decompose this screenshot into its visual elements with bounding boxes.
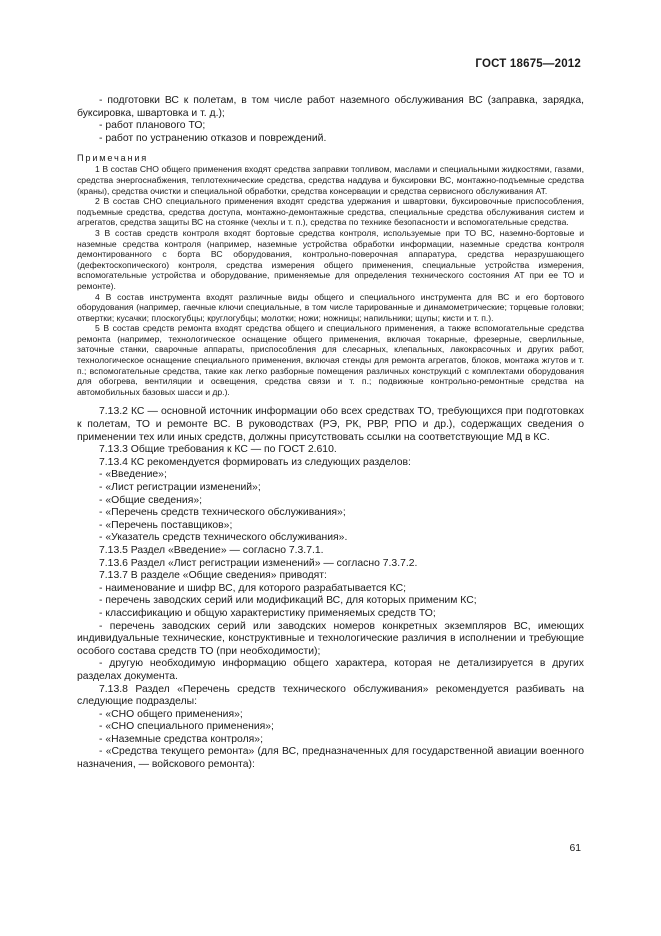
body-paragraph: - перечень заводских серий или модификаций ВС, для которых применим КС; — [99, 595, 477, 607]
notes-list — [77, 164, 584, 397]
note-item: 2 В состав СНО специального применения входят средства удержания и швартовки, буксировочные приспособления, подъемные средства, средства доступа, монтажно-демонтажные средства, специальные средства обслуживания систем и агрегатов, средства защиты ВС на стоянке (чехлы и т. п.), средства по технике безопасности и вспомогательные средства. — [77, 196, 584, 228]
intro-list — [77, 95, 584, 145]
body-paragraph: - другую необходимую информацию общего характера, которая не детализируется в других разделах документа. — [77, 658, 584, 682]
body-paragraphs — [77, 406, 584, 771]
body-paragraph: 7.13.3 Общие требования к КС — по ГОСТ 2.610. — [99, 444, 337, 456]
body-paragraph: - «Общие сведения»; — [99, 494, 203, 506]
body-paragraph: - «Указатель средств технического обслуживания». — [99, 532, 348, 544]
intro-list-item: - работ по устранению отказов и повреждений. — [99, 132, 327, 144]
body-paragraph: - «Введение»; — [99, 469, 167, 481]
body-paragraph: 7.13.7 В разделе «Общие сведения» приводят: — [99, 570, 327, 582]
body-paragraph: - «Наземные средства контроля»; — [99, 733, 263, 745]
note-item: 1 В состав СНО общего применения входят средства заправки топливом, маслами и специальными жидкостями, газами, средства энергоснабжения, теплотехнические средства, средства наддува и буксировки ВС, монтажно-подъемные средства (краны), средства очистки и специальной обработки, средства консервации и средства сервисного обслуживания АТ. — [77, 164, 584, 196]
note-item: 3 В состав средств контроля входят бортовые средства контроля, используемые при ТО ВС, наземно-бортовые и наземные средства контроля (например, наземные устройства обработки информации, наземные средства контроля демонтированного с борта ВС оборудования, контрольно-поверочная аппаратура, средства неразрушающего (дефектоскопического) контроля, средства измерения общего применения, специальные устройства измерения, вспомогательные устройства и оборудование, применяемые для определения технического состояния АТ при ее ТО и ремонте). — [77, 227, 584, 291]
note-item: 4 В состав инструмента входят различные виды общего и специального инструмента для ВС и его бортового оборудования (например, гаечные ключи специальные, в том числе тарированные и динамометрические; торцевые головки; отвертки; кусачки; плоскогубцы; круглогубцы; молотки; ножи; ножницы; напильники; щупы; кисти и т. п.). — [77, 291, 584, 323]
intro-list-item: - подготовки ВС к полетам, в том числе работ наземного обслуживания ВС (заправка, зарядка, буксировка, швартовка и т. д.); — [77, 95, 584, 119]
body-paragraph: - наименование и шифр ВС, для которого разрабатывается КС; — [99, 582, 407, 594]
body-paragraph: - классификацию и общую характеристику применяемых средств ТО; — [99, 607, 436, 619]
intro-list-item: - работ планового ТО; — [99, 120, 206, 132]
document-code-header: ГОСТ 18675—2012 — [475, 58, 581, 70]
body-paragraph: - «Перечень средств технического обслуживания»; — [99, 507, 346, 519]
body-paragraph: - «Лист регистрации изменений»; — [99, 482, 261, 493]
body-paragraph: - «Средства текущего ремонта» (для ВС, предназначенных для государственной авиации военного назначения, — войскового ремонта): — [77, 746, 584, 771]
page-content — [77, 95, 584, 772]
body-paragraph: - перечень заводских серий или заводских номеров конкретных экземпляров ВС, имеющих индивидуальные технические, конструктивные и технологические различия в исполнении и требующие особого состава средств ТО (при необходимости); — [77, 620, 584, 657]
note-item: 5 В состав средств ремонта входят средства общего и специального применения, а также вспомогательные средства ремонта (например, технологическое оснащение общего применения, включая токарные, фрезерные, сверлильные, заточные станки, сварочные аппараты, приспособления для слесарных, клепальных, лакокрасочных и других работ, технологическое оснащение специального применения, включая стенды для ремонта агрегатов, блоков, монтажа жгутов и т. п.; вспомогательные средства, такие как легко разборные помещения различных конструкций с комплектами оборудования для обогрева, вентиляции и освещения, средства связи и т. п.; подвижные контрольно-ремонтные средства на автомобильных базовых шасси и др.). — [77, 323, 584, 397]
body-paragraph: - «СНО общего применения»; — [99, 708, 243, 720]
body-paragraph: 7.13.4 КС рекомендуется формировать из следующих разделов: — [99, 456, 411, 468]
body-paragraph: 7.13.5 Раздел «Введение» — согласно 7.3.7.1. — [99, 544, 324, 556]
body-paragraph: - «СНО специального применения»; — [99, 721, 274, 733]
body-paragraph: 7.13.6 Раздел «Лист регистрации изменений» — согласно 7.3.7.2. — [99, 557, 418, 569]
notes-title: Примечания — [77, 153, 149, 164]
body-paragraph: - «Перечень поставщиков»; — [99, 519, 233, 531]
body-paragraph: 7.13.2 КС — основной источник информации обо всех средствах ТО, требующихся при подготовках к полетам, ТО и ремонте ВС. В руководствах (РЭ, РК, РВР, РПО и др.), содержащих сведения о применении тех или иных средств, должны присутствовать ссылки на соответствующие МД в КС. — [77, 406, 584, 443]
page-number: 61 — [569, 843, 581, 854]
body-paragraph: 7.13.8 Раздел «Перечень средств технического обслуживания» рекомендуется разбивать на следующие подразделы: — [77, 683, 584, 708]
